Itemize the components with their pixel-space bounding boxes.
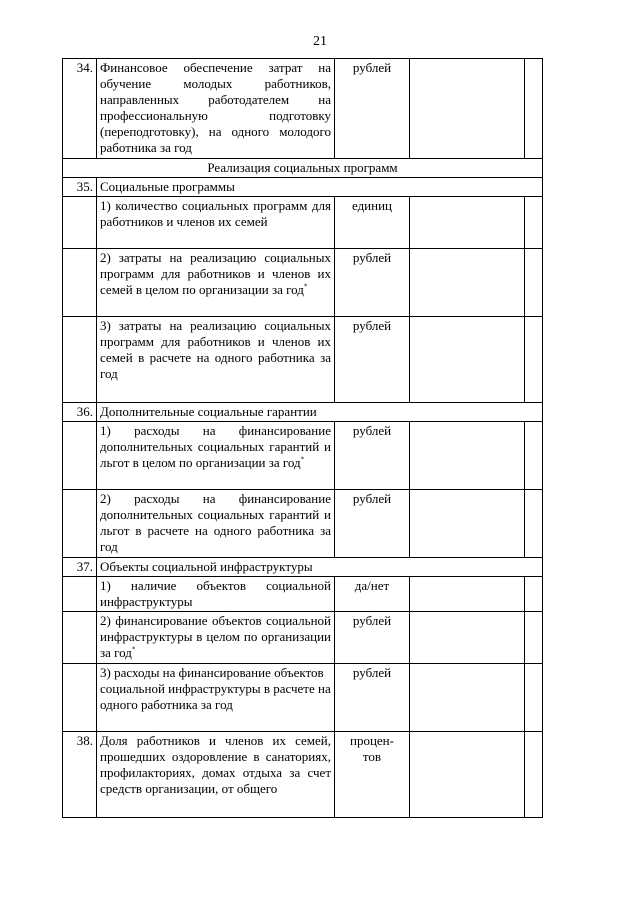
value-cell xyxy=(410,612,525,664)
table-row xyxy=(63,558,543,577)
value-cell xyxy=(525,59,543,159)
table-row xyxy=(63,612,543,664)
value-cell xyxy=(410,577,525,612)
row-description: 1) наличие объектов социальной инфраструктуры xyxy=(97,577,335,612)
row-number: 36. xyxy=(63,403,97,422)
empty-number-cell xyxy=(63,577,97,612)
value-cell xyxy=(410,664,525,732)
table-row xyxy=(63,664,543,732)
footnote-mark: * xyxy=(300,455,305,464)
row-description: Дополнительные социальные гарантии xyxy=(97,403,543,422)
table-row xyxy=(63,422,543,490)
row-number: 35. xyxy=(63,178,97,197)
value-cell xyxy=(410,732,525,818)
row-number: 34. xyxy=(63,59,97,159)
empty-number-cell xyxy=(63,612,97,664)
value-cell xyxy=(525,197,543,249)
page-number: 21 xyxy=(313,34,327,49)
table-row xyxy=(63,59,543,159)
row-description: Доля работников и членов их семей, прошедших оздоровление в санаториях, профилакториях, домах отдыха за счет средств организации, от общего xyxy=(97,732,335,818)
table-row xyxy=(63,317,543,403)
table-row xyxy=(63,403,543,422)
value-cell xyxy=(410,490,525,558)
row-description: 3) затраты на реализацию социальных программ для работников и членов их семей в расчете на одного работника за год xyxy=(97,317,335,403)
row-unit: рублей xyxy=(335,664,410,732)
value-cell xyxy=(525,249,543,317)
row-unit: рублей xyxy=(335,612,410,664)
row-unit: рублей xyxy=(335,490,410,558)
table-row xyxy=(63,577,543,612)
table-row xyxy=(63,197,543,249)
footnote-mark: * xyxy=(303,282,308,291)
section-header: Реализация социальных программ xyxy=(63,159,543,178)
empty-number-cell xyxy=(63,422,97,490)
row-description: Объекты социальной инфраструктуры xyxy=(97,558,543,577)
section-header-row xyxy=(63,159,543,178)
value-cell xyxy=(525,664,543,732)
value-cell xyxy=(525,732,543,818)
table-row xyxy=(63,490,543,558)
value-cell xyxy=(525,422,543,490)
row-unit: единиц xyxy=(335,197,410,249)
value-cell xyxy=(525,612,543,664)
value-cell xyxy=(410,59,525,159)
row-unit: рублей xyxy=(335,317,410,403)
value-cell xyxy=(525,490,543,558)
row-description: 2) расходы на финансирование дополнительных социальных гарантий и льгот в расчете на одного работника за год xyxy=(97,490,335,558)
row-description: 3) расходы на финансирование объектов социальной инфраструктуры в расчете на одного работника за год xyxy=(97,664,335,732)
row-description: 1) расходы на финансирование дополнительных социальных гарантий и льгот в целом по организации за год* xyxy=(97,422,335,490)
empty-number-cell xyxy=(63,664,97,732)
row-number: 37. xyxy=(63,558,97,577)
row-number: 38. xyxy=(63,732,97,818)
value-cell xyxy=(525,577,543,612)
row-description: 2) затраты на реализацию социальных программ для работников и членов их семей в целом по организации за год* xyxy=(97,249,335,317)
row-unit: рублей xyxy=(335,249,410,317)
row-description: Финансовое обеспечение затрат на обучение молодых работников, направленных работодателем на профессиональную подготовку (переподготовку), на одного молодого работника за год xyxy=(97,59,335,159)
value-cell xyxy=(410,422,525,490)
row-description: 2) финансирование объектов социальной инфраструктуры в целом по организации за год* xyxy=(97,612,335,664)
footnote-mark: * xyxy=(131,645,136,654)
table-row xyxy=(63,249,543,317)
table-row xyxy=(63,732,543,818)
row-unit: процен-тов xyxy=(335,732,410,818)
empty-number-cell xyxy=(63,249,97,317)
value-cell xyxy=(410,317,525,403)
row-description: 1) количество социальных программ для работников и членов их семей xyxy=(97,197,335,249)
indicators-table xyxy=(62,58,543,818)
row-unit: рублей xyxy=(335,59,410,159)
table-row xyxy=(63,178,543,197)
row-unit: да/нет xyxy=(335,577,410,612)
value-cell xyxy=(525,317,543,403)
empty-number-cell xyxy=(63,317,97,403)
empty-number-cell xyxy=(63,490,97,558)
value-cell xyxy=(410,197,525,249)
row-unit: рублей xyxy=(335,422,410,490)
value-cell xyxy=(410,249,525,317)
row-description: Социальные программы xyxy=(97,178,543,197)
empty-number-cell xyxy=(63,197,97,249)
